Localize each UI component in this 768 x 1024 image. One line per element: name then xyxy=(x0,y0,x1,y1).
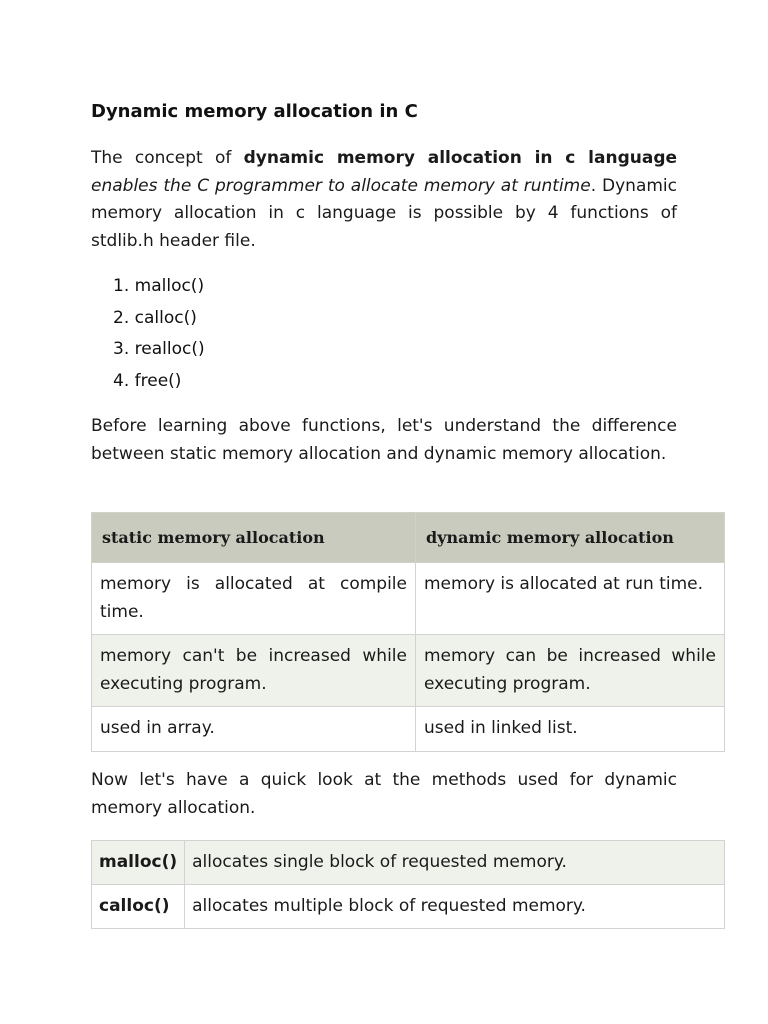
list-item xyxy=(91,271,205,303)
functions-list xyxy=(91,271,205,397)
intro-bold-term: dynamic memory allocation in c language xyxy=(243,148,678,168)
table-row xyxy=(92,841,725,885)
table-cell: memory can't be increased while executing program. xyxy=(92,635,416,707)
table-header-static: static memory allocation xyxy=(92,513,416,563)
methods-intro-paragraph: Now let's have a quick look at the methods used for dynamic memory allocation. xyxy=(91,770,677,818)
list-item-number: 3. xyxy=(113,339,130,359)
list-item-label: malloc() xyxy=(134,276,205,296)
table-row xyxy=(92,707,725,752)
intro-text-end: . Dynamic memory allocation in c language is possible by 4 functions of stdlib.h header file. xyxy=(91,175,677,251)
intro-italic-text: enables the C programmer to allocate memory at runtime xyxy=(91,175,591,196)
list-item xyxy=(91,303,205,335)
table-row xyxy=(92,635,725,707)
list-item-label: calloc() xyxy=(134,307,197,328)
table-row xyxy=(92,885,725,929)
list-item xyxy=(91,334,205,366)
comparison-intro-paragraph: Before learning above functions, let's understand the difference between static memory allocation and dynamic memory allocation. xyxy=(91,416,677,464)
list-item-number: 1. xyxy=(113,276,130,296)
intro-paragraph xyxy=(91,145,677,255)
table-cell: used in array. xyxy=(92,707,416,752)
table-cell: memory can be increased while executing program. xyxy=(416,635,725,707)
methods-table xyxy=(91,840,725,929)
table-row xyxy=(92,563,725,635)
method-name-cell: malloc() xyxy=(92,841,185,885)
list-item-number: 4. xyxy=(113,370,130,391)
table-cell: memory is allocated at compile time. xyxy=(92,563,416,635)
list-item-label: free() xyxy=(134,370,182,391)
method-desc-cell: allocates single block of requested memory. xyxy=(185,841,725,885)
comparison-table xyxy=(91,512,725,752)
table-cell: memory is allocated at run time. xyxy=(416,563,725,635)
table-cell: used in linked list. xyxy=(416,707,725,752)
list-item-label: realloc() xyxy=(134,339,205,359)
list-item xyxy=(91,366,205,398)
intro-text: The concept of xyxy=(91,148,244,168)
table-header-dynamic: dynamic memory allocation xyxy=(416,513,725,563)
list-item-number: 2. xyxy=(113,307,130,328)
method-desc-cell: allocates multiple block of requested memory. xyxy=(185,885,725,929)
page-title: Dynamic memory allocation in C xyxy=(91,101,418,122)
method-name-cell: calloc() xyxy=(92,885,185,929)
table-header-row xyxy=(92,513,725,563)
